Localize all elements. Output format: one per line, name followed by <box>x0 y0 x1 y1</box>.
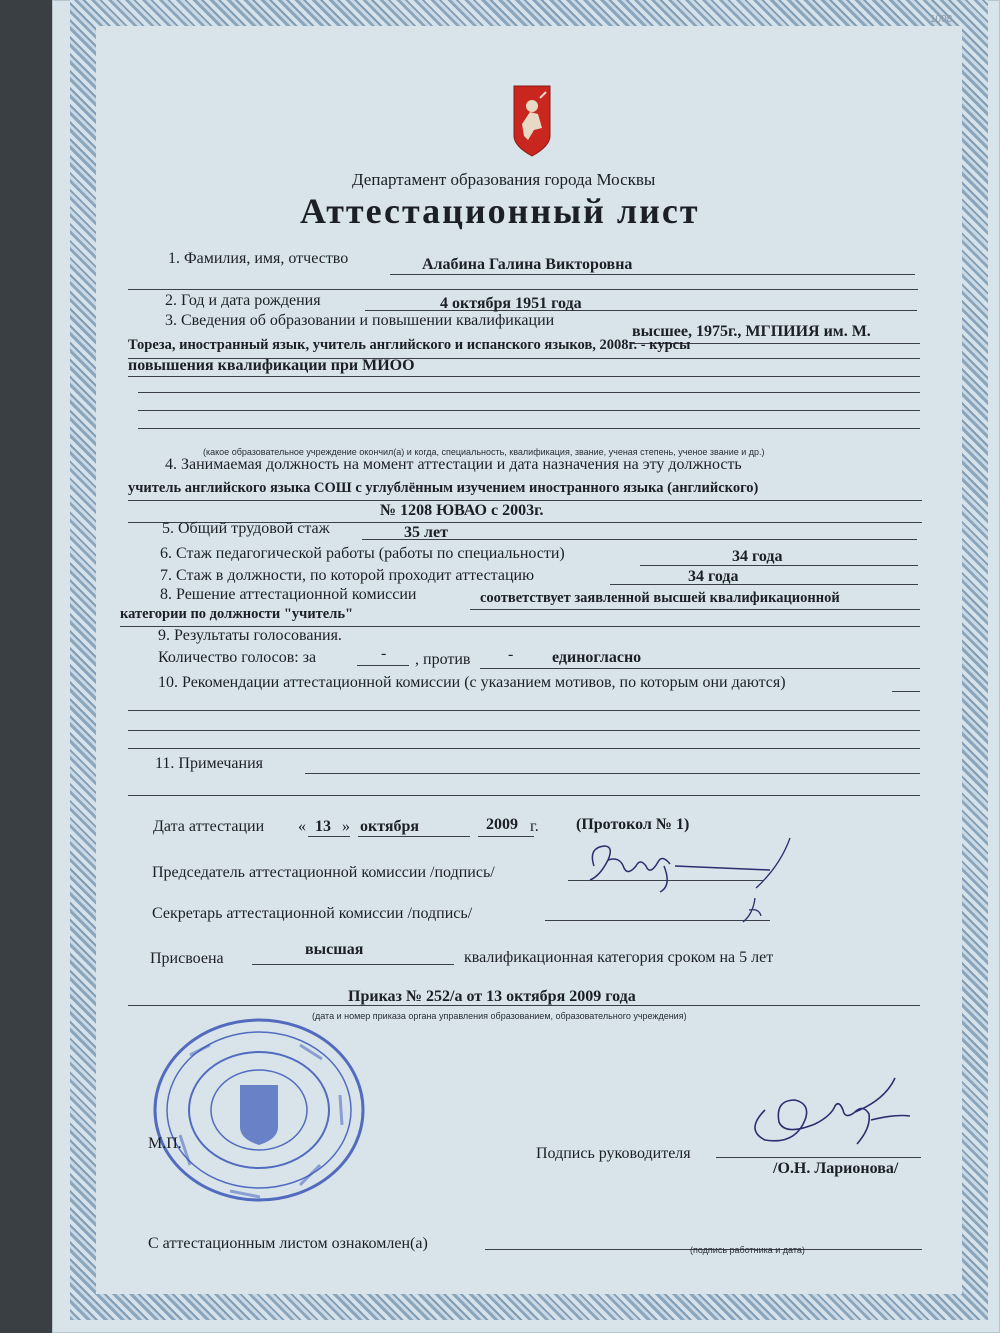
page-title: Аттестационный лист <box>300 191 700 231</box>
secretary-label: Секретарь аттестационной комиссии /подпись/ <box>152 905 473 922</box>
field-11-line-1 <box>305 773 920 774</box>
day-line <box>308 836 350 837</box>
field-11-line-2 <box>128 795 920 796</box>
field-3-line-4 <box>138 392 920 393</box>
field-6-label: 6. Стаж педагогической работы (работы по специальности) <box>160 545 565 562</box>
acknowledgement-label: С аттестационным листом ознакомлен(а) <box>148 1235 428 1252</box>
field-10-line-0 <box>892 691 920 692</box>
quote-close: » <box>342 818 350 835</box>
field-4-line-1 <box>128 500 922 501</box>
head-signature-icon <box>745 1070 915 1155</box>
assigned-value: высшая <box>305 941 364 958</box>
field-4-label: 4. Занимаемая должность на момент аттестации и дата назначения на эту должность <box>165 456 742 473</box>
votes-against-label: , против <box>415 651 471 668</box>
official-stamp-icon <box>150 1015 368 1205</box>
votes-against-value: - <box>508 646 514 663</box>
field-8-label: 8. Решение аттестационной комиссии <box>160 586 417 603</box>
field-1-label: 1. Фамилия, имя, отчество <box>168 250 349 267</box>
votes-against-line <box>480 668 920 669</box>
field-7-label: 7. Стаж в должности, по которой проходит аттестацию <box>160 567 535 584</box>
field-1-line <box>390 274 915 275</box>
corner-mark: 1008 <box>930 14 953 25</box>
month-line <box>358 836 470 837</box>
chairman-signature-icon <box>580 836 800 896</box>
year-line <box>478 836 534 837</box>
acknowledgement-note: (подпись работника и дата) <box>690 1245 805 1255</box>
assigned-line <box>252 964 454 965</box>
head-name: /О.Н. Ларионова/ <box>773 1160 899 1177</box>
attestation-year: 2009 <box>486 816 518 833</box>
field-3-value-1: высшее, 1975г., МГПИИЯ им. М. <box>632 323 871 340</box>
field-2-value: 4 октября 1951 года <box>440 295 582 312</box>
field-10-line-2 <box>128 730 920 731</box>
field-4-value-2: № 1208 ЮВАО с 2003г. <box>380 502 544 519</box>
field-8-value-2: категории по должности "учитель" <box>120 606 354 622</box>
department-name: Департамент образования города Москвы <box>352 170 656 189</box>
field-1-value: Алабина Галина Викторовна <box>422 256 633 273</box>
field-5-value: 35 лет <box>404 524 448 541</box>
field-3-label: 3. Сведения об образовании и повышении квалификации <box>165 312 555 329</box>
votes-for-value: - <box>381 645 387 662</box>
field-11-label: 11. Примечания <box>155 755 263 772</box>
field-7-value: 34 года <box>688 568 739 585</box>
field-3-line-6 <box>138 428 920 429</box>
field-10-line-1 <box>128 710 920 711</box>
attestation-month: октября <box>360 818 420 835</box>
order-line <box>128 1005 920 1006</box>
field-3-line-5 <box>138 410 920 411</box>
order-note: (дата и номер приказа органа управления образованием, образовательного учреждения) <box>312 1011 687 1021</box>
field-3-value-2: Тореза, иностранный язык, учитель английского и испанского языков, 2008г. - курсы <box>128 337 691 353</box>
field-8-value-1: соответствует заявленной высшей квалификационной <box>480 590 840 606</box>
chairman-label: Председатель аттестационной комиссии /подпись/ <box>152 864 495 881</box>
field-7-line <box>610 584 918 585</box>
quote-open: « <box>298 818 306 835</box>
field-2-label: 2. Год и дата рождения <box>165 292 321 309</box>
order-text: Приказ № 252/а от 13 октября 2009 года <box>348 988 636 1005</box>
votes-result: единогласно <box>552 649 642 666</box>
assigned-label: Присвоена <box>150 950 224 967</box>
head-signature-line <box>716 1157 921 1158</box>
secretary-signature-icon <box>735 896 775 926</box>
attestation-day: 13 <box>315 818 331 835</box>
assigned-suffix: квалификационная категория сроком на 5 лет <box>464 949 774 966</box>
field-10-label: 10. Рекомендации аттестационной комиссии (с указанием мотивов, по которым они даются) <box>158 674 786 691</box>
votes-for-line <box>357 665 409 666</box>
moscow-emblem-icon <box>512 84 552 158</box>
year-suffix: г. <box>530 818 539 835</box>
field-6-value: 34 года <box>732 548 783 565</box>
field-3-line-3 <box>128 376 920 377</box>
field-1-line-2 <box>128 289 918 290</box>
attestation-date-label: Дата аттестации <box>153 818 265 835</box>
field-9-label: 9. Результаты голосования. <box>158 627 342 644</box>
field-5-label: 5. Общий трудовой стаж <box>162 520 330 537</box>
field-3-note: (какое образовательное учреждение окончил(а) и когда, специальность, квалификация, звание, ученая степень, ученое звание и др.) <box>203 447 765 457</box>
field-3-value-3: повышения квалификации при МИОО <box>128 357 415 374</box>
field-4-value-1: учитель английского языка СОШ с углублённым изучением иностранного языка (английского) <box>128 480 759 496</box>
field-10-line-3 <box>128 748 920 749</box>
head-signature-label: Подпись руководителя <box>536 1145 691 1162</box>
protocol: (Протокол № 1) <box>576 816 690 833</box>
votes-label: Количество голосов: за <box>158 649 317 666</box>
field-8-line-1 <box>470 609 920 610</box>
mp-label: М.П. <box>148 1135 182 1152</box>
